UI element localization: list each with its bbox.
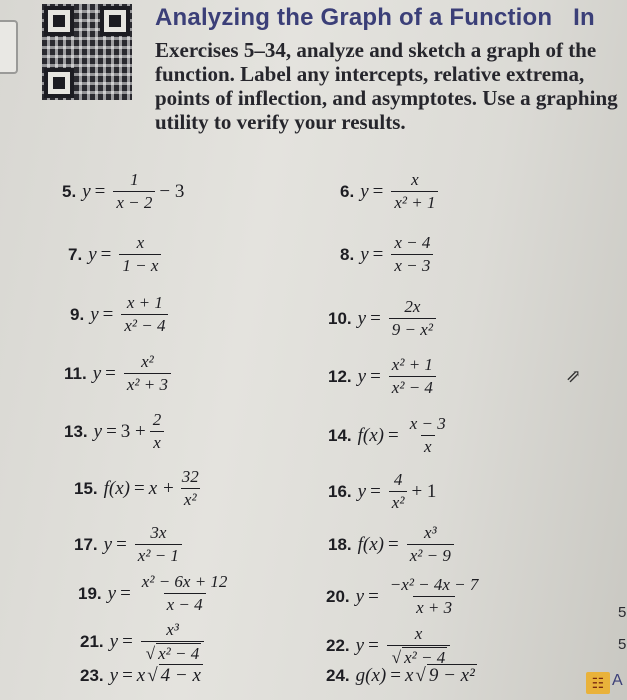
numerator: x − 3 (409, 414, 446, 433)
exercise-number: 17. (74, 534, 98, 554)
expression-head: x (404, 664, 414, 686)
heading-suffix: In (573, 4, 595, 31)
exercise-number: 11. (64, 363, 87, 383)
exercise-lhs: y (109, 631, 119, 652)
exercise-lhs: y (82, 180, 91, 202)
numerator: 3x (150, 523, 167, 542)
denominator: x + 3 (413, 596, 455, 618)
fraction (121, 293, 168, 336)
exercise-22: 22. y = $\frac{x}{\text{√ x² − 4}}$ (326, 624, 454, 668)
exercise-lhs: f(x) (103, 477, 131, 499)
exercise-number: 15. (74, 478, 98, 498)
exercise-lhs: y (109, 664, 119, 686)
heading-title: Analyzing the Graph of a Function (155, 4, 553, 31)
exercise-lhs: y (355, 635, 365, 656)
qr-code (42, 4, 132, 100)
exercise-24: 24. g(x) = x √ 9 − x² (326, 664, 475, 686)
exercise-8: 8. y = $\frac{x - 4}{x - 3}$ (340, 233, 437, 276)
denominator: 1 − x (119, 254, 161, 276)
exercise-16: 16. y = $\frac{4}{\text{x²}}$ + 1 (328, 470, 437, 512)
exercise-lhs: g(x) (355, 664, 387, 686)
radicand: 4 − x (160, 665, 201, 686)
radicand: x² − 4 (158, 644, 200, 663)
exercise-lhs: y (357, 480, 367, 502)
exercise-5: 5. y = $\frac{1}{x - 2}$ − 3 (62, 170, 185, 212)
denominator: x (150, 431, 164, 453)
numerator: 32 (181, 467, 199, 486)
exercise-20: 20. y = $\frac{\text{−x² − 4x − 7}}{x + 3}$ (326, 575, 485, 618)
denominator: x² − 1 (135, 544, 182, 566)
expression-tail: + 1 (411, 480, 437, 502)
exercise-lhs: y (357, 365, 367, 387)
radical-sign: √ (147, 664, 158, 686)
fraction (387, 575, 482, 618)
exercise-lhs: y (355, 585, 365, 607)
exercise-number: 20. (326, 586, 350, 606)
exercise-18: 18. f(x) = $\frac{\text{x³}}{\text{x² − 9}}$ (328, 523, 458, 566)
instruction-line: utility to verify your results. (155, 110, 406, 134)
exercise-lhs: y (107, 582, 117, 604)
qr-finder (100, 6, 130, 36)
denominator: x² − 9 (407, 544, 454, 566)
radical-sign: √ (415, 664, 426, 686)
exercise-number: 21. (80, 632, 104, 651)
denominator: x² (389, 491, 408, 513)
fraction (391, 233, 433, 276)
exercise-number: 8. (340, 244, 355, 264)
exercise-number: 24. (326, 665, 350, 685)
exercise-10: 10. y = $\frac{2x}{\text{9 − x²}}$ (328, 297, 440, 340)
fraction (389, 297, 436, 340)
edge-mark: 5 (618, 604, 627, 621)
instruction-line: function. Label any intercepts, relative extrema, (155, 62, 585, 86)
exercise-lhs: f(x) (357, 533, 385, 555)
numerator: x² + 1 (391, 355, 433, 374)
exercise-number: 13. (64, 421, 88, 441)
exercise-lhs: y (357, 307, 367, 329)
exercise-15: 15. f(x) = x + $\frac{32}{\text{x²}}$ (74, 467, 206, 510)
denominator: x² + 1 (391, 191, 438, 213)
radical-sign: √ (391, 648, 402, 667)
exercise-lhs: y (360, 243, 369, 265)
exercise-lhs: f(x) (357, 424, 385, 446)
numerator: 4 (393, 470, 403, 489)
exercise-7: 7. y = $\frac{x}{1 - x}$ (68, 233, 165, 276)
numerator: −x² − 4x − 7 (389, 575, 479, 594)
exercise-lhs: y (90, 303, 99, 325)
corner-label: A (612, 672, 623, 689)
exercise-number: 10. (328, 308, 352, 328)
numerator: x (411, 170, 419, 189)
exercise-number: 12. (328, 366, 352, 386)
numerator: 2 (152, 410, 162, 429)
fraction (389, 355, 436, 398)
exercise-17: 17. y = $\frac{3x}{\text{x² − 1}}$ (74, 523, 186, 566)
numerator: x (136, 233, 145, 252)
denominator: x (421, 435, 435, 457)
fraction (139, 572, 231, 615)
fraction (389, 470, 408, 513)
numerator: x³ (166, 620, 179, 639)
expression-head: x + (148, 477, 175, 499)
exercise-lhs: y (93, 420, 103, 442)
expression-head: x (136, 664, 146, 686)
radicand: x² − 4 (404, 648, 446, 667)
numerator: x − 4 (394, 233, 431, 252)
denominator: x − 2 (113, 191, 155, 213)
fraction (119, 233, 161, 276)
exercise-number: 18. (328, 534, 352, 554)
app-badge-icon: ☷ (586, 672, 610, 694)
exercise-number: 23. (80, 665, 104, 685)
denominator: x − 4 (164, 593, 206, 615)
denominator: 9 − x² (389, 318, 436, 340)
radicand: 9 − x² (428, 665, 475, 686)
radical-sign: √ (145, 644, 156, 663)
exercise-number: 7. (68, 244, 83, 264)
numerator: 2x (404, 297, 421, 316)
exercise-number: 22. (326, 636, 350, 655)
exercise-6: 6. y = $\frac{x}{\text{x² + 1}}$ (340, 170, 442, 213)
qr-finder (44, 6, 74, 36)
exercise-21: 21. y = $\frac{\text{x³}}{\text{√ x² − 4}}$ (80, 620, 208, 664)
numerator: x³ (423, 523, 437, 542)
fraction (150, 410, 165, 453)
exercise-lhs: y (88, 243, 97, 265)
exercise-12: 12. y = $\frac{\text{x² + 1}}{\text{x² − 4}}$ (328, 355, 440, 398)
expression-tail: − 3 (159, 180, 185, 202)
expression-head: 3 + (120, 420, 146, 442)
instruction-line: points of inflection, and asymptotes. Use a graphing (155, 86, 618, 110)
qr-finder (44, 68, 74, 98)
exercise-lhs: y (360, 180, 369, 202)
fraction (179, 467, 202, 510)
numerator: x² (141, 352, 154, 371)
exercise-11: 11. y = $\frac{\text{x²}}{\text{x² + 3}}$ (64, 352, 175, 395)
fraction (135, 523, 182, 566)
fraction (141, 620, 204, 664)
fraction (407, 414, 449, 457)
numerator: x + 1 (126, 293, 163, 312)
instruction-line: Exercises 5–34, analyze and sketch a graph of the (155, 38, 597, 62)
numerator: x (414, 624, 423, 643)
fraction (387, 624, 450, 668)
left-edge-panel (0, 20, 18, 74)
exercise-number: 19. (78, 583, 102, 603)
instructions (155, 38, 625, 134)
mouse-cursor-icon: ⇗ (566, 366, 582, 386)
exercise-14: 14. f(x) = $\frac{x - 3}{x}$ (328, 414, 453, 457)
fraction (407, 523, 454, 566)
fraction (113, 170, 155, 213)
exercise-13: 13. y = 3 + $\frac{2}{x}$ (64, 410, 168, 453)
denominator: x − 3 (391, 254, 433, 276)
denominator (141, 641, 204, 664)
fraction (124, 352, 171, 395)
exercise-9: 9. y = $\frac{x + 1}{\text{x² − 4}}$ (70, 293, 172, 336)
exercise-23: 23. y = x √ 4 − x (80, 664, 201, 686)
denominator: x² (181, 488, 200, 510)
denominator: x² + 3 (124, 373, 171, 395)
numerator: 1 (130, 170, 139, 189)
edge-mark: 5 (618, 636, 627, 653)
exercise-number: 9. (70, 304, 85, 324)
exercise-number: 14. (328, 425, 352, 445)
denominator: x² − 4 (121, 314, 168, 336)
exercise-number: 5. (62, 181, 77, 201)
exercise-number: 6. (340, 181, 355, 201)
section-heading (155, 4, 595, 32)
numerator: x² − 6x + 12 (141, 572, 228, 591)
fraction (391, 170, 438, 213)
denominator: x² − 4 (389, 376, 436, 398)
exercise-lhs: y (92, 362, 102, 384)
exercise-number: 16. (328, 481, 352, 501)
exercise-19: 19. y = $\frac{\text{x² − 6x + 12}}{x - 4}$ (78, 572, 234, 615)
exercise-lhs: y (103, 533, 113, 555)
